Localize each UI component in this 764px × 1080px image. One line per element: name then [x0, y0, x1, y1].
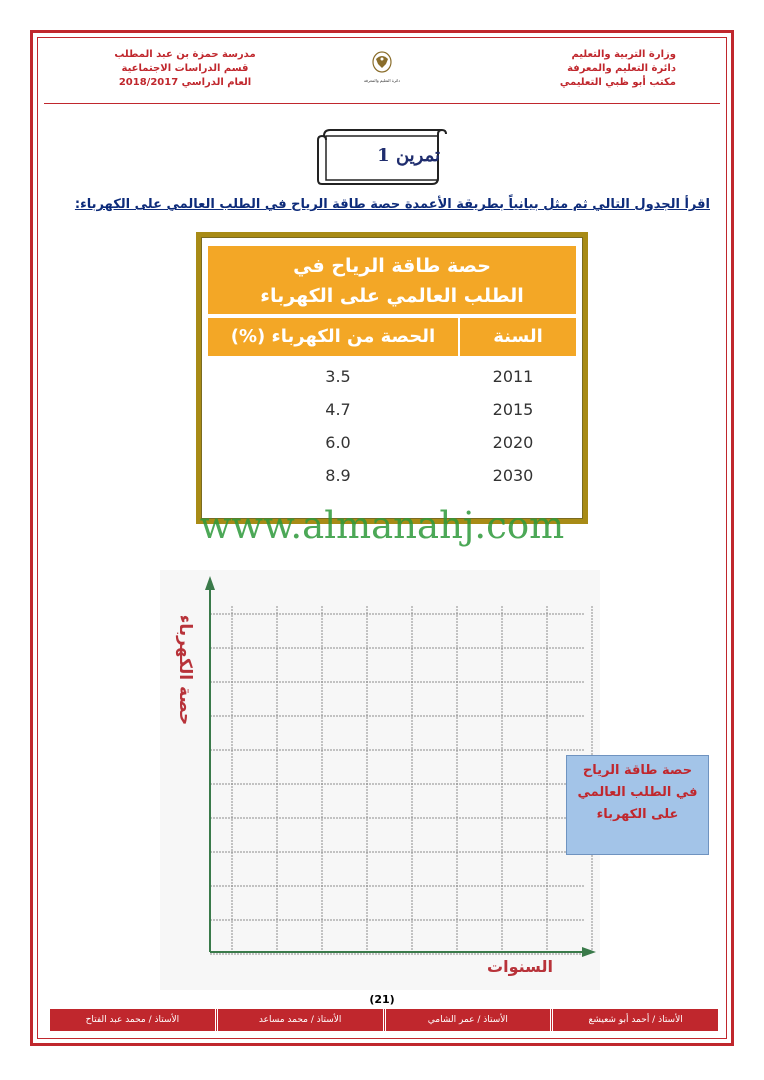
footer-teacher: الأستاذ / عمر الشامي — [383, 1009, 551, 1031]
page-number: (21) — [369, 993, 395, 1006]
section-name: قسم الدراسات الاجتماعية — [121, 63, 249, 74]
emblem-logo — [360, 50, 404, 90]
office-name: مكتب أبو ظبي التعليمي — [559, 77, 676, 88]
school-header — [95, 48, 275, 90]
cell-share: 8.9 — [325, 466, 351, 485]
watermark: www.almanahj.com — [199, 504, 565, 547]
school-name: مدرسة حمزة بن عبد المطلب — [114, 49, 256, 60]
x-axis-label: السنوات — [487, 957, 553, 976]
footer-teacher: الأستاذ / محمد مساعد — [215, 1009, 383, 1031]
table-row — [208, 362, 576, 392]
cell-share: 6.0 — [325, 433, 351, 452]
cell-year: 2030 — [492, 466, 534, 485]
table-row — [208, 461, 576, 491]
graph-title-line1: حصة طاقة الرياح — [582, 763, 693, 778]
table-column-headers — [208, 318, 576, 356]
academic-year: العام الدراسي 2018/2017 — [118, 77, 252, 88]
table-body — [201, 237, 583, 519]
exercise-title: تمرين 1 — [377, 145, 440, 166]
cell-year: 2015 — [492, 400, 534, 419]
cell-year: 2011 — [492, 367, 534, 386]
footer-bar — [50, 1009, 718, 1031]
y-axis-label: حصة الكهرباء — [175, 614, 195, 726]
department-name: دائرة التعليم والمعرفة — [567, 63, 676, 74]
footer-teacher: الأستاذ / محمد عبد الفتاح — [85, 1015, 180, 1025]
column-header-year: السنة — [458, 318, 576, 356]
ministry-header — [466, 48, 676, 90]
table-row — [208, 428, 576, 458]
footer-teacher: الأستاذ / أحمد أبو شعيشع — [550, 1009, 718, 1031]
blank-graph — [160, 570, 600, 990]
cell-share: 3.5 — [325, 367, 351, 386]
graph-title-box — [566, 755, 709, 855]
falcon-emblem-icon — [371, 50, 393, 74]
table-title-line2: الطلب العالمي على الكهرباء — [260, 285, 524, 307]
data-table — [196, 232, 588, 524]
column-header-share: الحصة من الكهرباء (%) — [230, 326, 436, 347]
graph-title-line2: في الطلب العالمي — [577, 785, 698, 800]
table-title — [208, 246, 576, 314]
table-title-line1: حصة طاقة الرياح في — [293, 255, 491, 277]
graph-grid — [160, 570, 600, 990]
table-row — [208, 395, 576, 425]
exercise-instruction: اقرأ الجدول التالي ثم مثل بيانياً بطريقة الأعمدة حصة طاقة الرياح في الطلب العالمي على الكهرباء: — [74, 197, 710, 212]
header-divider — [44, 103, 720, 104]
cell-year: 2020 — [492, 433, 534, 452]
logo-caption: دائرة التعليم والمعرفة — [363, 78, 401, 83]
cell-share: 4.7 — [325, 400, 351, 419]
ministry-name: وزارة التربية والتعليم — [571, 49, 676, 60]
graph-title-line3: على الكهرباء — [596, 807, 679, 822]
